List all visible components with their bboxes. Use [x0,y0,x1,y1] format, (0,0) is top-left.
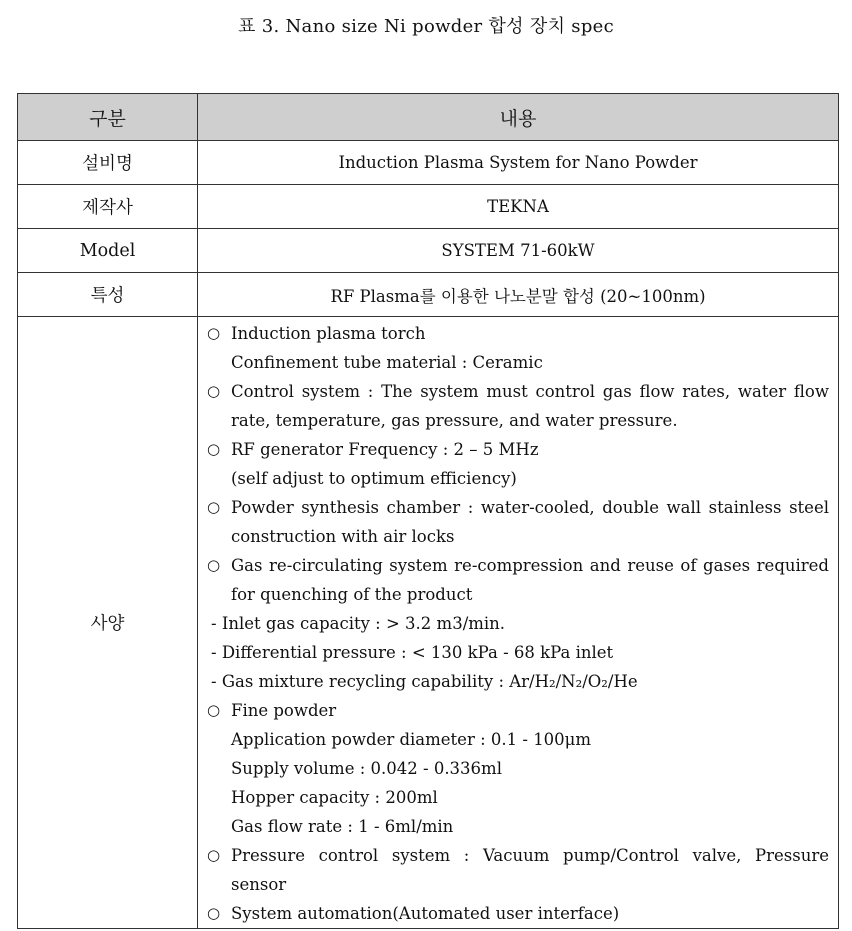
row-value-equipment: Induction Plasma System for Nano Powder [198,141,839,185]
row-value-model: SYSTEM 71-60kW [198,229,839,273]
spec-subline: (self adjust to optimum efficiency) [231,469,517,488]
spec-item-gas [207,551,829,609]
spec-item-rf [207,435,829,464]
circle-bullet-icon: ○ [207,498,221,516]
header-content: 내용 [198,94,839,141]
spec-text: Fine powder [231,701,337,720]
circle-bullet-icon: ○ [207,846,221,864]
table-row [18,185,839,229]
spec-text: Pressure control system : Vacuum pump/Control valve, Pressure sensor [231,846,829,894]
table-caption: 표 3. Nano size Ni powder 합성 장치 spec [238,16,614,37]
spec-subline: Confinement tube material : Ceramic [231,353,543,372]
spec-subline: Application powder diameter : 0.1 - 100μm [231,730,592,749]
row-value-characteristics: RF Plasma를 이용한 나노분말 합성 (20~100nm) [198,273,839,317]
spec-subline: Supply volume : 0.042 - 0.336ml [231,759,502,778]
spec-dash-item: - Gas mixture recycling capability : Ar/H₂/N₂/O₂/He [211,672,638,691]
circle-bullet-icon: ○ [207,556,221,574]
spec-dash-item: - Inlet gas capacity : > 3.2 m3/min. [211,614,506,633]
spec-dash-item: - Differential pressure : < 130 kPa - 68 kPa inlet [211,643,614,662]
spec-content [198,317,839,929]
spec-subline: Gas flow rate : 1 - 6ml/min [231,817,454,836]
spec-text: RF generator Frequency : 2 – 5 MHz [231,440,539,459]
spec-text: Control system : The system must control gas flow rates, water flow rate, temperature, gas pressure, and water pressure. [231,382,829,430]
row-label-model: Model [18,229,198,273]
header-category: 구분 [18,94,198,141]
circle-bullet-icon: ○ [207,904,221,922]
spec-item-fine-powder [207,696,829,725]
row-label-specifications: 사양 [18,317,198,929]
table-row [18,141,839,185]
spec-text: System automation(Automated user interface) [231,904,620,923]
spec-item-control [207,377,829,435]
table-row [18,273,839,317]
circle-bullet-icon: ○ [207,382,221,400]
row-value-manufacturer: TEKNA [198,185,839,229]
spec-subline: Hopper capacity : 200ml [231,788,438,807]
spec-text: Induction plasma torch [231,324,426,343]
spec-item-automation [207,899,829,928]
spec-table [17,93,839,929]
spec-item-torch [207,319,829,348]
spec-row [18,317,839,929]
table-row [18,229,839,273]
circle-bullet-icon: ○ [207,701,221,719]
row-label-manufacturer: 제작사 [18,185,198,229]
spec-item-pressure [207,841,829,899]
spec-text: Powder synthesis chamber : water-cooled, double wall stainless steel construction with air locks [231,498,829,546]
circle-bullet-icon: ○ [207,440,221,458]
row-label-equipment: 설비명 [18,141,198,185]
spec-text: Gas re-circulating system re-compression and reuse of gases required for quenching of the product [231,556,829,604]
row-label-characteristics: 특성 [18,273,198,317]
spec-item-chamber [207,493,829,551]
header-row [18,94,839,141]
circle-bullet-icon: ○ [207,324,221,342]
